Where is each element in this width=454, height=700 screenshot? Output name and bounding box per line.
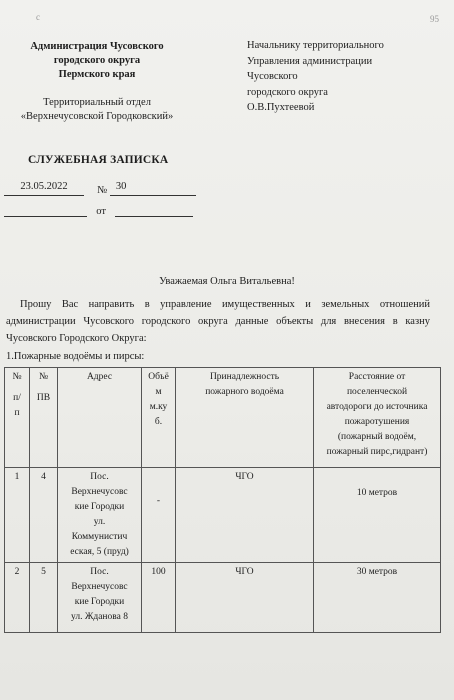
address-line: ул.	[93, 517, 106, 527]
sender-org-line: городского округа	[53, 55, 141, 66]
sender-block	[4, 40, 190, 124]
sender-org-line: Пермского края	[58, 69, 136, 80]
header-pv	[30, 368, 58, 468]
cell-distance: 30 метров	[314, 563, 441, 633]
cell-no: 1	[5, 468, 30, 563]
memo-title: СЛУЖЕБНАЯ ЗАПИСКА	[28, 154, 169, 166]
address-line: Верхнечусовс	[71, 582, 128, 592]
header-text: №	[12, 372, 22, 382]
header-address	[58, 368, 142, 468]
header-volume	[142, 368, 176, 468]
table-row	[5, 468, 441, 563]
header-owner	[176, 368, 314, 468]
address-line: кие Городки	[74, 502, 125, 512]
memo-reference-row	[4, 202, 193, 218]
salutation: Уважаемая Ольга Витальевна!	[159, 276, 295, 287]
recipient-line: городского округа	[247, 86, 328, 98]
header-text: автодороги до источника	[326, 402, 428, 412]
section-title: 1.Пожарные водоёмы и пирсы:	[6, 351, 145, 362]
memo-number: 30	[110, 181, 196, 196]
cell-no: 2	[5, 563, 30, 633]
memo-registration-row	[4, 181, 196, 197]
header-text: пожарного водоёма	[205, 387, 284, 397]
header-text: б.	[154, 417, 163, 427]
sender-dept-line: Территориальный отдел	[43, 97, 151, 108]
cell-distance: 10 метров	[314, 468, 441, 563]
header-text: Объё	[148, 372, 169, 382]
recipient-line: Управления администрации	[247, 55, 373, 67]
recipient-line: Чусовского	[247, 71, 298, 82]
header-text: п	[14, 408, 20, 418]
header-text: (пожарный водоём,	[337, 432, 417, 442]
recipient-line: Начальнику территориального	[247, 40, 384, 51]
cell-volume: -	[142, 468, 176, 563]
header-text: поселенческой	[346, 387, 408, 397]
header-text: пожарный пирс,гидрант)	[326, 447, 428, 457]
reference-date-blank	[115, 202, 193, 217]
cell-volume: 100	[142, 563, 176, 633]
table-row	[5, 563, 441, 633]
address-line: еская, 5 (пруд)	[70, 547, 129, 557]
sender-org-line: Администрация Чусовского	[30, 41, 164, 52]
address-line: Пос.	[90, 472, 109, 482]
recipient-block	[247, 38, 447, 116]
corner-mark-right: 95	[430, 14, 439, 24]
header-text: ПВ	[36, 393, 51, 403]
cell-pv: 4	[30, 468, 58, 563]
sender-dept-line: «Верхнечусовской Городковский»	[20, 111, 174, 122]
address-line: кие Городки	[74, 597, 125, 607]
corner-mark-left: с	[36, 12, 40, 22]
cell-pv: 5	[30, 563, 58, 633]
memo-number-label: №	[97, 185, 108, 196]
header-text: Принадлежность	[209, 372, 280, 382]
memo-from-label: от	[96, 206, 106, 217]
address-line: Коммунистич	[71, 532, 128, 542]
memo-date: 23.05.2022	[4, 181, 84, 196]
header-text: м	[155, 387, 162, 397]
header-text: Расстояние от	[348, 372, 406, 382]
header-no	[5, 368, 30, 468]
header-text: Адрес	[86, 372, 113, 382]
cell-address	[58, 468, 142, 563]
reference-number-blank	[4, 202, 87, 217]
hydrants-table	[4, 367, 441, 633]
cell-address	[58, 563, 142, 633]
header-distance	[314, 368, 441, 468]
header-text: пожаротушения	[344, 417, 410, 427]
table-header-row	[5, 368, 441, 468]
header-text: м.ку	[149, 402, 168, 412]
header-text: №	[38, 372, 49, 382]
body-paragraph	[6, 296, 430, 347]
cell-owner: ЧГО	[176, 563, 314, 633]
address-line: Верхнечусовс	[71, 487, 128, 497]
cell-owner: ЧГО	[176, 468, 314, 563]
address-line: ул. Жданова 8	[71, 612, 128, 622]
body-text: Прошу Вас направить в управление имущественных и земельных отношений администрации Чусовского городского округа данные объекты для внесения в казну Чусовского Городского Округа:	[6, 299, 430, 344]
address-line: Пос.	[90, 567, 109, 577]
recipient-line: О.В.Пухтеевой	[247, 102, 315, 113]
header-text: п/	[13, 393, 21, 403]
